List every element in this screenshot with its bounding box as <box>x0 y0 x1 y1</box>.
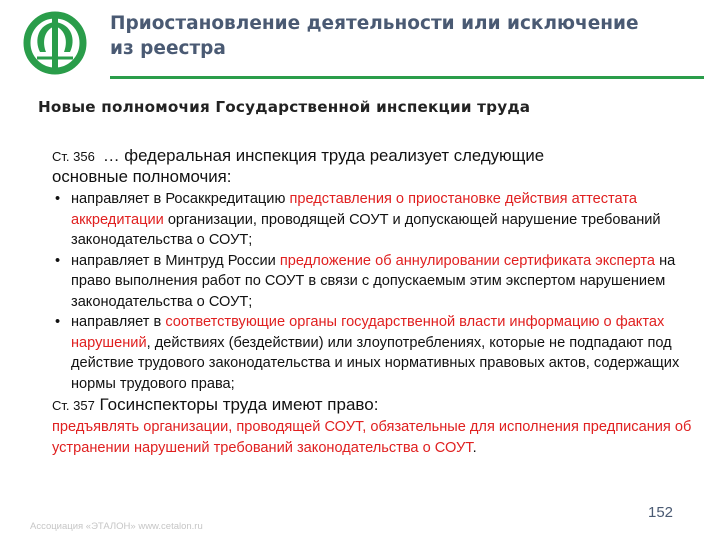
article-357-body: предъявлять организации, проводящей СОУТ, обязательные для исполнения предписания об устранении нарушений требований законодательства о СОУТ. <box>52 419 692 456</box>
section-heading: Новые полномочия Государственной инспекции труда <box>38 98 531 116</box>
highlight-text: предложение об аннулировании сертификата эксперта <box>279 252 656 269</box>
article-357-number: Ст. 357 <box>52 398 95 413</box>
article-356-lead <box>52 146 692 187</box>
powers-list <box>52 189 692 394</box>
article-356-number: Ст. 356 <box>52 149 95 164</box>
list-item: • направляет в Минтруд России предложение об аннулировании сертификата эксперта на право выполнения работ по СОУТ в связи с допускаемым этим экспертом нарушением законодательства о СОУТ; <box>52 251 692 313</box>
title-line-2: из реестра <box>110 38 226 59</box>
article-356-lead-line1: … федеральная инспекция труда реализует следующие <box>102 146 545 165</box>
list-item: • направляет в соответствующие органы государственной власти информацию о фактах нарушений, действиях (бездействии) или злоупотреблениях, которые не подпадают под действие трудового законодательства и иных нормативных правовых актов, содержащих нормы трудового права; <box>52 312 692 394</box>
article-357-text: Госинспекторы труда имеют право: <box>94 395 379 414</box>
slide-content <box>52 146 692 458</box>
footer-text: Ассоциация «ЭТАЛОН» www.cetalon.ru <box>30 521 203 532</box>
page-title <box>110 11 706 61</box>
etalon-logo <box>22 10 102 78</box>
article-357-lead <box>52 394 692 417</box>
article-356-lead-line2: основные полномочия: <box>52 167 232 186</box>
title-line-1: Приостановление деятельности или исключение <box>110 13 639 34</box>
title-divider <box>110 76 704 79</box>
highlight-text: соответствующие органы государственной власти информацию о фактах нарушений <box>71 314 665 351</box>
list-item: • направляет в Росаккредитацию представления о приостановке действия аттестата аккредитации организации, проводящей СОУТ и допускающей нарушение требований законодательства о СОУТ; <box>52 189 692 251</box>
highlight-text: представления о приостановке действия аттестата аккредитации <box>71 191 637 228</box>
page-number: 152 <box>648 504 674 521</box>
